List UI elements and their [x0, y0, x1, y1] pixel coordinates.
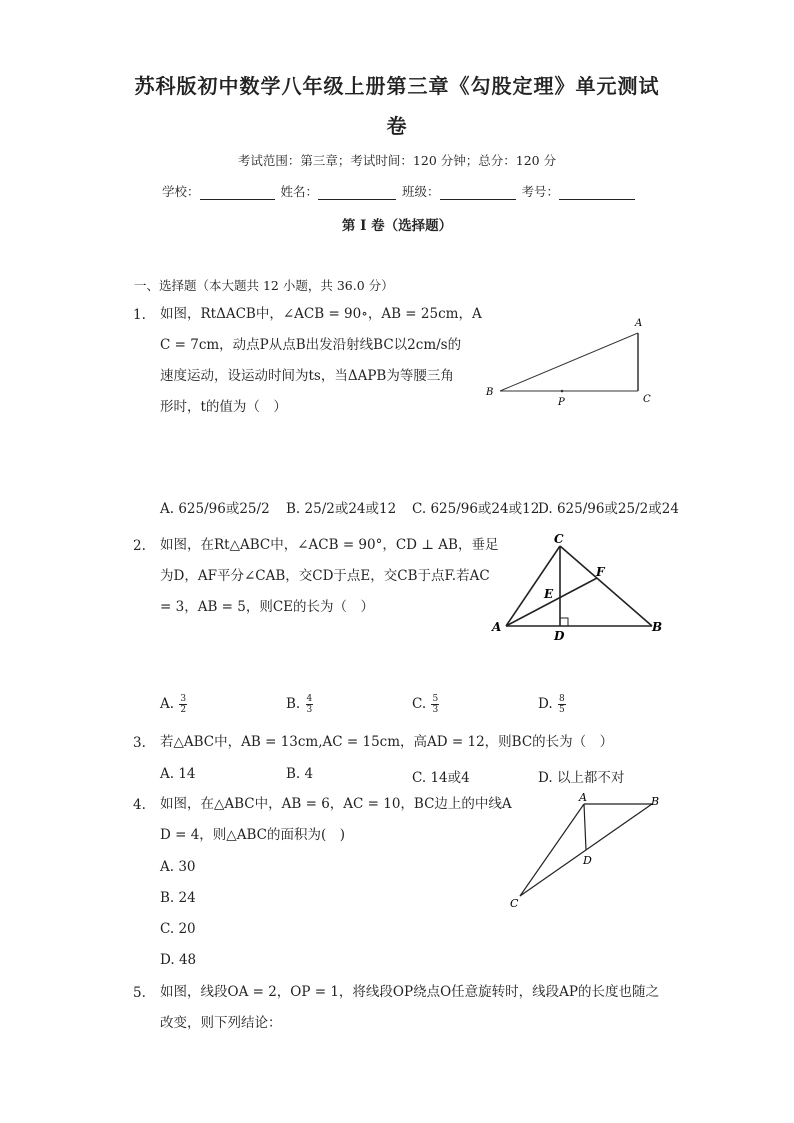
q4-label: B	[651, 795, 660, 808]
question-5-text	[160, 977, 659, 1039]
question-3-text: 若△ABC中，AB = 13cm,AC = 15cm，高AD = 12，则BC的长为（ ）	[160, 734, 614, 750]
q2-line: = 3，AB = 5，则CE的长为（ ）	[160, 599, 375, 615]
option-text: 以上都不对	[556, 770, 625, 786]
fraction: $\frac{4}{3}$	[306, 694, 313, 715]
q2-option-b[interactable]	[286, 694, 314, 715]
option-letter: D.	[538, 501, 553, 517]
option-text: 625/96或24或12	[430, 501, 540, 517]
q2-label: E	[544, 587, 554, 601]
option-text: 20	[178, 921, 196, 937]
question-number: 1.	[133, 307, 146, 323]
q2-option-a[interactable]	[160, 694, 188, 715]
option-letter: A.	[160, 696, 175, 712]
option-letter: A.	[160, 859, 175, 875]
q2-label: B	[652, 620, 663, 634]
question-number: 4.	[133, 797, 146, 813]
exam-info: 考试范围：第三章；考试时间：120 分钟；总分：120 分	[237, 153, 557, 168]
option-text: 4	[304, 766, 314, 782]
q1-label: B	[486, 387, 494, 398]
q2-option-c[interactable]	[412, 694, 440, 715]
option-letter: C.	[160, 921, 175, 937]
option-text: 14或4	[430, 770, 470, 786]
q1-line: 形时，t的值为（ ）	[160, 399, 287, 415]
q1-option-a[interactable]	[160, 497, 270, 517]
q1-label: C	[643, 394, 651, 405]
number-blank[interactable]	[559, 185, 635, 200]
option-letter: A.	[160, 501, 175, 517]
q1-option-d[interactable]	[538, 497, 679, 517]
option-letter: C.	[412, 501, 427, 517]
q2-label: C	[554, 532, 564, 546]
option-text: 625/96或25/2或24	[556, 501, 679, 517]
q3-option-a[interactable]	[160, 766, 196, 782]
q1-label: P	[558, 397, 565, 408]
fraction: $\frac{8}{5}$	[558, 694, 565, 715]
name-blank[interactable]	[318, 185, 396, 200]
volume-heading: 第 I 卷（选择题）	[341, 218, 453, 234]
option-text: 14	[178, 766, 196, 782]
title-line-1: 苏科版初中数学八年级上册第三章《勾股定理》单元测试	[134, 74, 660, 98]
q2-label: A	[492, 620, 502, 634]
q2-line: 为D，AF平分∠CAB，交CD于点E，交CB于点F.若AC	[160, 568, 490, 584]
q4-line: D = 4，则△ABC的面积为( )	[160, 827, 345, 843]
option-letter: B.	[286, 766, 301, 782]
student-info-row	[162, 182, 632, 200]
option-letter: C.	[412, 696, 427, 712]
class-label: 班级：	[402, 184, 440, 199]
q2-label: F	[596, 565, 605, 579]
question-1-text	[160, 299, 482, 423]
fraction: $\frac{5}{3}$	[432, 694, 439, 715]
option-text: 30	[178, 859, 196, 875]
option-text: 24	[178, 890, 196, 906]
option-letter: B.	[286, 696, 301, 712]
q3-option-c[interactable]	[412, 766, 470, 786]
q4-label: D	[583, 854, 592, 867]
q1-line: C = 7cm，动点P从点B出发沿射线BC以2cm/s的	[160, 337, 462, 353]
q4-option-b[interactable]	[160, 890, 196, 906]
question-number: 2.	[133, 538, 146, 554]
option-letter: B.	[286, 501, 301, 517]
option-letter: A.	[160, 766, 175, 782]
q1-line: 速度运动，设运动时间为ts，当ΔAPB为等腰三角	[160, 368, 454, 384]
question-number: 3.	[133, 735, 146, 751]
option-letter: B.	[160, 890, 175, 906]
q4-label: A	[579, 791, 587, 804]
q4-label: C	[510, 897, 519, 910]
q3-option-b[interactable]	[286, 766, 313, 782]
q2-label: D	[554, 629, 565, 643]
fraction: $\frac{3}{2}$	[180, 694, 187, 715]
school-label: 学校：	[162, 184, 200, 199]
q1-option-b[interactable]	[286, 497, 396, 517]
option-text: 25/2或24或12	[304, 501, 397, 517]
section-heading: 一、选择题（本大题共 12 小题，共 36.0 分）	[134, 278, 394, 293]
name-label: 姓名：	[280, 184, 319, 199]
title-line-2: 卷	[386, 114, 408, 138]
q5-line: 改变，则下列结论：	[160, 1015, 282, 1031]
question-number: 5.	[133, 985, 146, 1001]
q5-line: 如图，线段OA = 2，OP = 1，将线段OP绕点O任意旋转时，线段AP的长度也随之	[160, 984, 659, 1000]
q4-option-c[interactable]	[160, 921, 196, 937]
option-text: 625/96或25/2	[178, 501, 270, 517]
q2-line: 如图，在Rt△ABC中，∠ACB = 90°，CD ⊥ AB，垂足	[160, 537, 499, 553]
q1-label: A	[635, 318, 643, 329]
q4-option-a[interactable]	[160, 859, 196, 875]
question-2-text	[160, 530, 498, 623]
q1-option-c[interactable]	[412, 497, 539, 517]
option-letter: D.	[538, 770, 553, 786]
question-4-text	[160, 789, 512, 851]
option-letter: D.	[160, 952, 175, 968]
school-blank[interactable]	[200, 185, 275, 200]
option-text: 48	[178, 952, 197, 968]
q4-option-d[interactable]	[160, 952, 196, 968]
q1-line: 如图，RtΔACB中，∠ACB = 90∘，AB = 25cm，A	[160, 306, 482, 322]
option-letter: C.	[412, 770, 427, 786]
class-blank[interactable]	[440, 185, 516, 200]
number-label: 考号：	[521, 184, 560, 199]
q3-option-d[interactable]	[538, 766, 624, 786]
option-letter: D.	[538, 696, 553, 712]
q4-triangle-figure	[502, 790, 672, 914]
q1-triangle-figure	[478, 312, 668, 412]
q2-triangle-figure	[488, 532, 668, 644]
q4-line: 如图，在△ABC中，AB = 6，AC = 10，BC边上的中线A	[160, 796, 512, 812]
q2-option-d[interactable]	[538, 694, 567, 715]
